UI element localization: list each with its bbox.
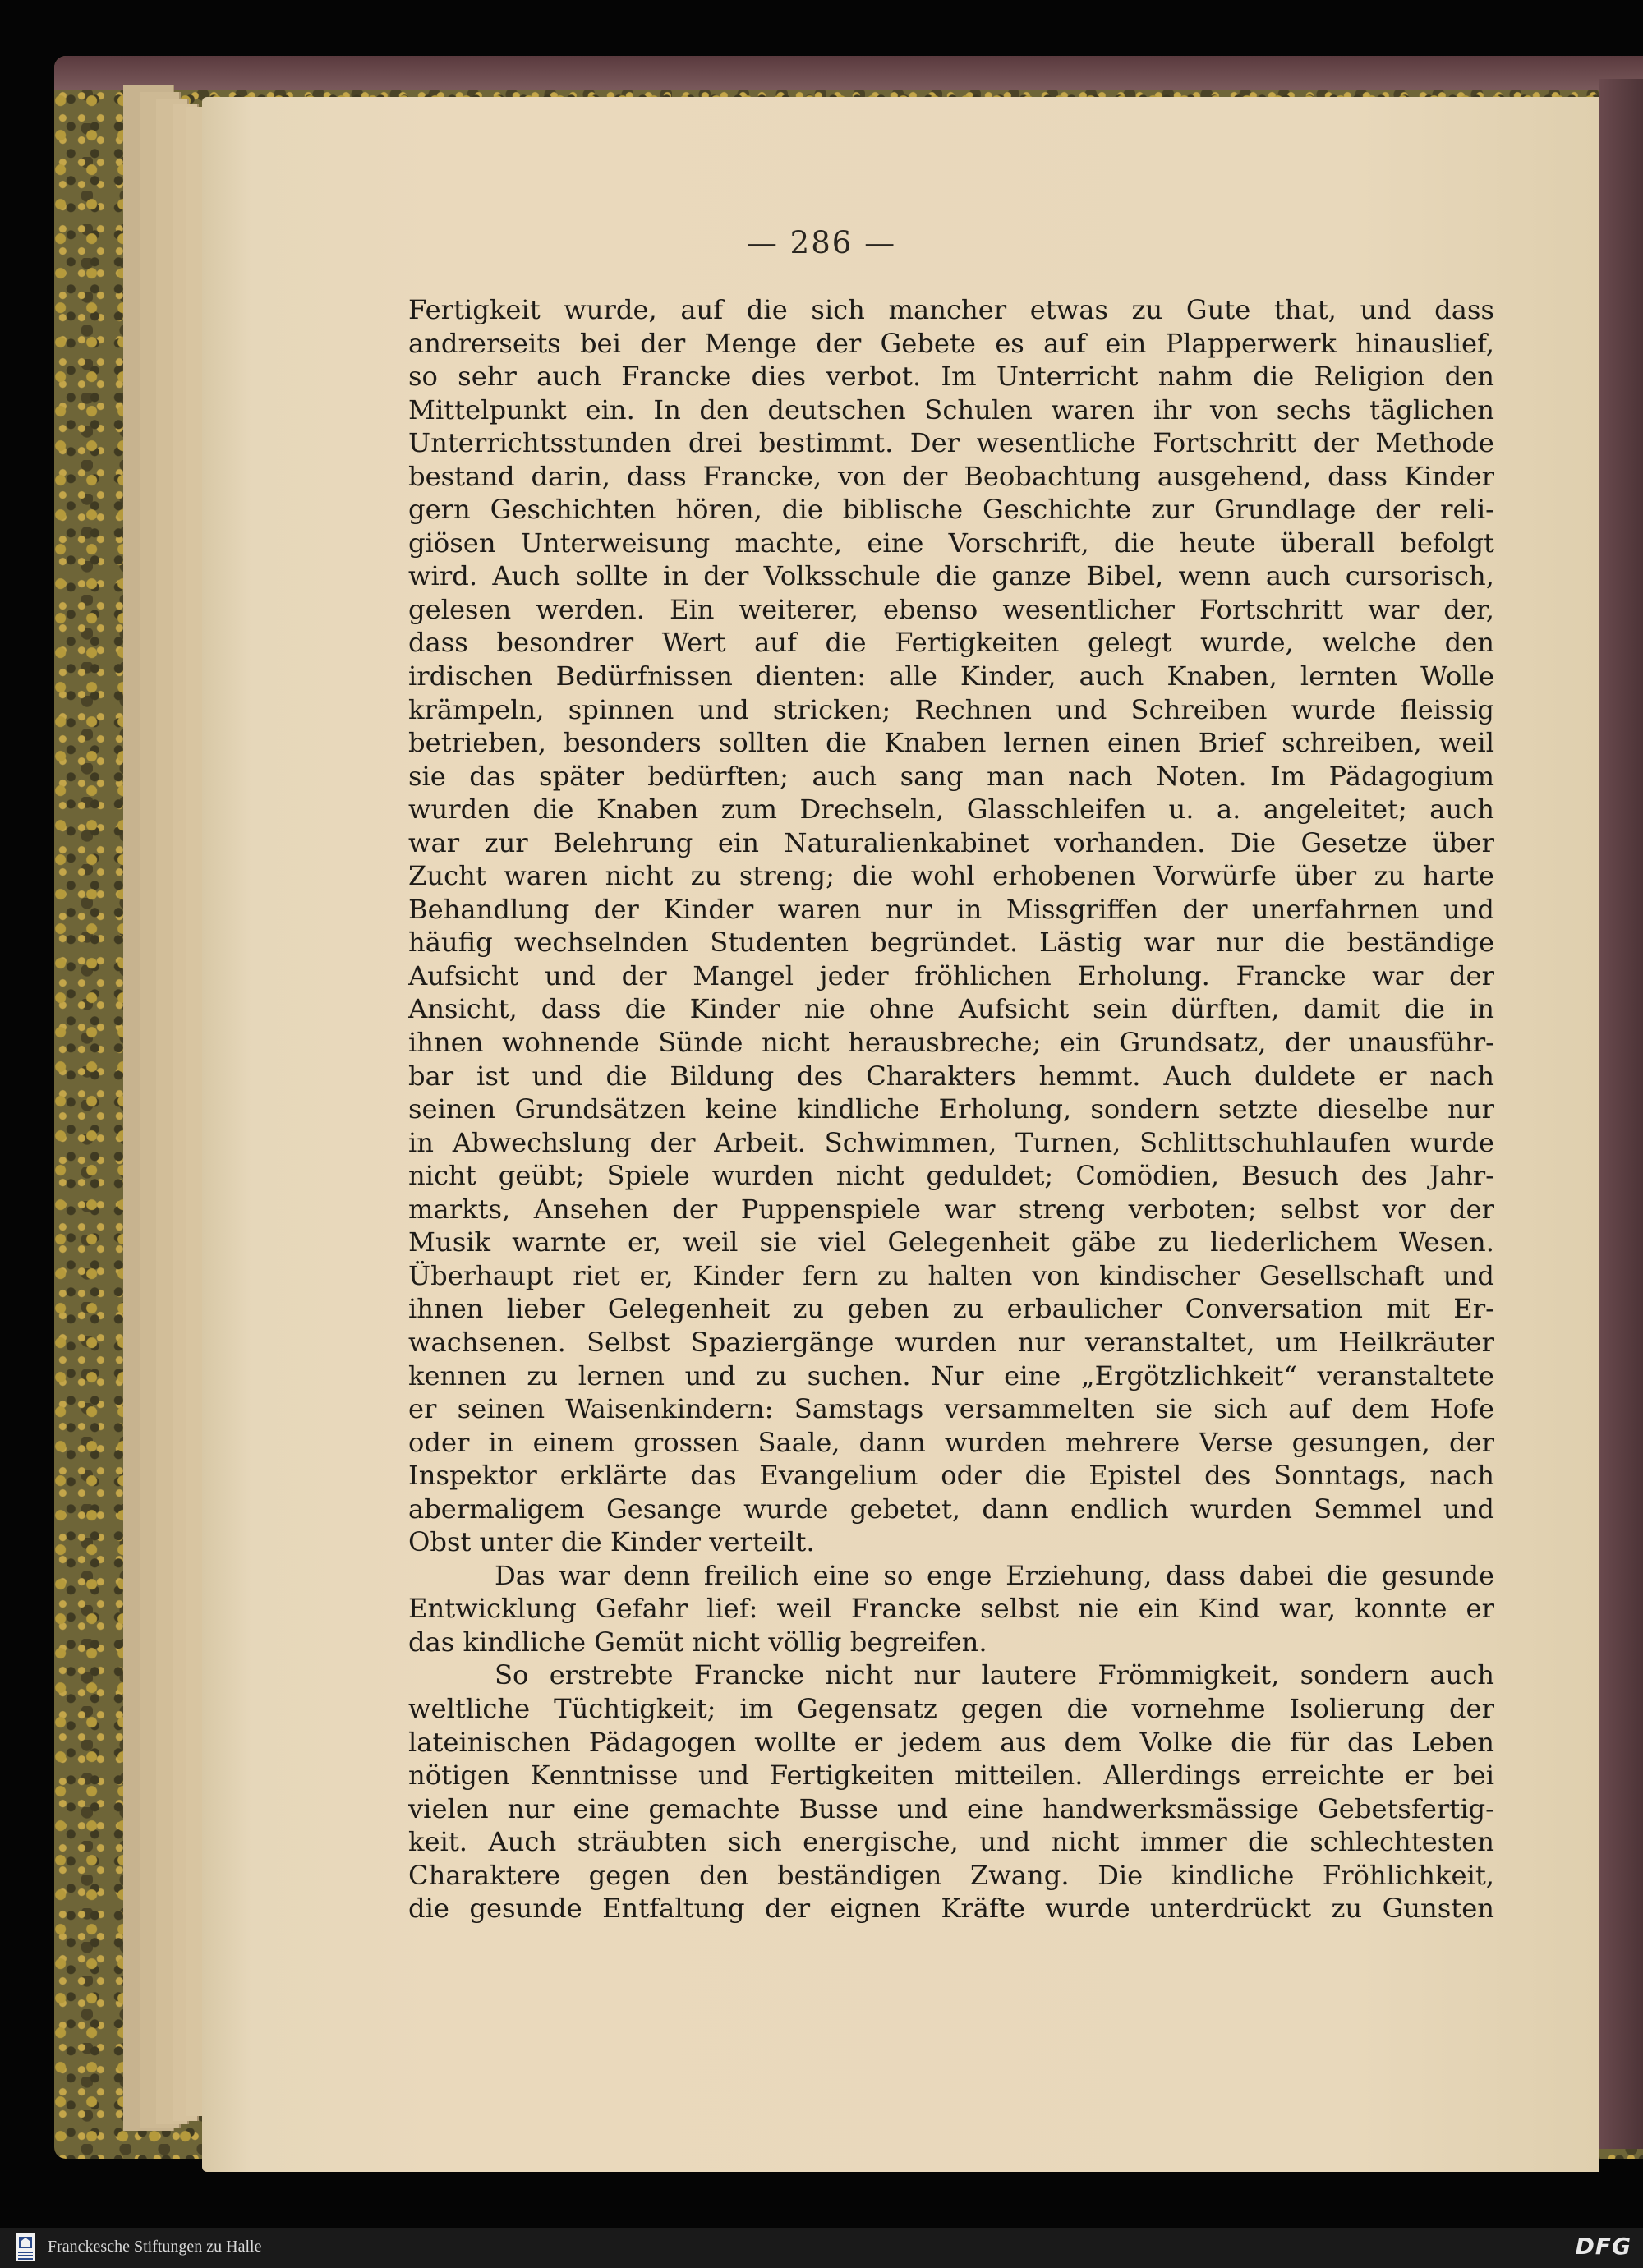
text-line: giösen Unterweisung machte, eine Vorschrift, die heute überall befolgt: [408, 527, 1494, 559]
text-line: Musik warnte er, weil sie viel Gelegenheit gäbe zu liederlichem Wesen.: [408, 1226, 1494, 1258]
text-line: vielen nur eine gemachte Busse und eine handwerksmässige Gebetsfertig-: [408, 1792, 1494, 1824]
text-line: markts, Ansehen der Puppenspiele war streng verboten; selbst vor der: [408, 1193, 1494, 1225]
text-line: dass besondrer Wert auf die Fertigkeiten gelegt wurde, welche den: [408, 627, 1494, 659]
text-line: wachsenen. Selbst Spaziergänge wurden nur veranstaltet, um Heilkräuter: [408, 1326, 1494, 1358]
text-line: So erstrebte Francke nicht nur lautere Frömmigkeit, sondern auch: [495, 1659, 1494, 1691]
text-line: nötigen Kenntnisse und Fertigkeiten mitteilen. Allerdings erreichte er bei: [408, 1760, 1494, 1792]
text-line: bar ist und die Bildung des Charakters hemmt. Auch duldete er nach: [408, 1060, 1494, 1092]
text-line: abermaligem Gesange wurde gebetet, dann endlich wurden Semmel und: [408, 1493, 1494, 1525]
text-line: Behandlung der Kinder waren nur in Missgriffen der unerfahrnen und: [408, 893, 1494, 925]
text-line: oder in einem grossen Saale, dann wurden mehrere Verse gesungen, der: [408, 1426, 1494, 1458]
dfg-logo[interactable]: DFG: [1575, 2233, 1631, 2260]
text-line: Das war denn freilich eine so enge Erziehung, dass dabei die gesunde: [495, 1559, 1494, 1591]
text-line: wurden die Knaben zum Drechseln, Glasschleifen u. a. angeleitet; auch: [408, 794, 1494, 826]
footer-bar: [0, 2228, 1643, 2268]
text-line: Obst unter die Kinder verteilt.: [408, 1526, 815, 1558]
text-line: weltliche Tüchtigkeit; im Gegensatz gegen die vornehme Isolierung der: [408, 1692, 1494, 1724]
text-line: keit. Auch sträubten sich energische, und nicht immer die schlechtesten: [408, 1826, 1494, 1858]
text-line: betrieben, besonders sollten die Knaben lernen einen Brief schreiben, weil: [408, 727, 1494, 759]
franckesche-stiftungen-logo-icon[interactable]: [15, 2233, 36, 2262]
text-line: andrerseits bei der Menge der Gebete es auf ein Plapperwerk hinauslief,: [408, 327, 1494, 359]
text-line: Entwicklung Gefahr lief: weil Francke selbst nie ein Kind war, konnte er: [408, 1593, 1494, 1625]
text-line: häufig wechselnden Studenten begründet. Lästig war nur die beständige: [408, 927, 1494, 959]
book-cover-top-edge: [54, 56, 1643, 90]
text-line: Inspektor erklärte das Evangelium oder die Epistel des Sonntags, nach: [408, 1460, 1494, 1492]
footer-institution-link[interactable]: Franckesche Stiftungen zu Halle: [48, 2238, 262, 2256]
text-line: Ansicht, dass die Kinder nie ohne Aufsicht sein dürften, damit die in: [408, 993, 1494, 1025]
text-line: er seinen Waisenkindern: Samstags versammelten sie sich auf dem Hofe: [408, 1393, 1494, 1425]
text-line: in Abwechslung der Arbeit. Schwimmen, Turnen, Schlittschuhlaufen wurde: [408, 1126, 1494, 1158]
text-line: ihnen lieber Gelegenheit zu geben zu erbaulicher Conversation mit Er-: [408, 1293, 1494, 1325]
text-line: irdischen Bedürfnissen dienten: alle Kinder, auch Knaben, lernten Wolle: [408, 660, 1494, 692]
text-line: bestand darin, dass Francke, von der Beobachtung ausgehend, dass Kinder: [408, 460, 1494, 492]
text-line: Überhaupt riet er, Kinder fern zu halten von kindischer Gesellschaft und: [408, 1259, 1494, 1291]
text-line: wird. Auch sollte in der Volksschule die ganze Bibel, wenn auch cursorisch,: [408, 560, 1494, 592]
book-cover-right-edge: [1599, 79, 1643, 2149]
text-line: die gesunde Entfaltung der eignen Kräfte wurde unterdrückt zu Gunsten: [408, 1893, 1494, 1925]
text-line: Aufsicht und der Mangel jeder fröhlichen Erholung. Francke war der: [408, 959, 1494, 991]
text-line: ihnen wohnende Sünde nicht herausbreche; ein Grundsatz, der unausführ-: [408, 1027, 1494, 1059]
text-line: Fertigkeit wurde, auf die sich mancher etwas zu Gute that, und dass: [408, 294, 1494, 325]
text-line: so sehr auch Francke dies verbot. Im Unterricht nahm die Religion den: [408, 361, 1494, 393]
text-line: nicht geübt; Spiele wurden nicht geduldet; Comödien, Besuch des Jahr-: [408, 1160, 1494, 1192]
text-line: sie das später bedürften; auch sang man nach Noten. Im Pädagogium: [408, 760, 1494, 792]
text-line: Mittelpunkt ein. In den deutschen Schulen waren ihr von sechs täglichen: [408, 393, 1494, 426]
text-line: Unterrichtsstunden drei bestimmt. Der wesentliche Fortschritt der Methode: [408, 427, 1494, 459]
text-line: kennen zu lernen und zu suchen. Nur eine „Ergötzlichkeit“ veranstaltete: [408, 1359, 1494, 1392]
body-text: [408, 293, 1494, 1925]
text-line: seinen Grundsätzen keine kindliche Erholung, sondern setzte dieselbe nur: [408, 1093, 1494, 1125]
page-number: — 286 —: [746, 225, 897, 260]
text-line: Zucht waren nicht zu streng; die wohl erhobenen Vorwürfe über zu harte: [408, 860, 1494, 892]
text-line: Charaktere gegen den beständigen Zwang. Die kindliche Fröhlichkeit,: [408, 1859, 1494, 1891]
text-line: gern Geschichten hören, die biblische Geschichte zur Grundlage der reli-: [408, 494, 1494, 526]
text-line: gelesen werden. Ein weiterer, ebenso wesentlicher Fortschritt war der,: [408, 593, 1494, 625]
text-line: krämpeln, spinnen und stricken; Rechnen und Schreiben wurde fleissig: [408, 693, 1494, 725]
text-line: das kindliche Gemüt nicht völlig begreifen.: [408, 1626, 987, 1658]
text-line: lateinischen Pädagogen wollte er jedem aus dem Volke die für das Leben: [408, 1726, 1494, 1758]
text-line: war zur Belehrung ein Naturalienkabinet vorhanden. Die Gesetze über: [408, 826, 1494, 858]
